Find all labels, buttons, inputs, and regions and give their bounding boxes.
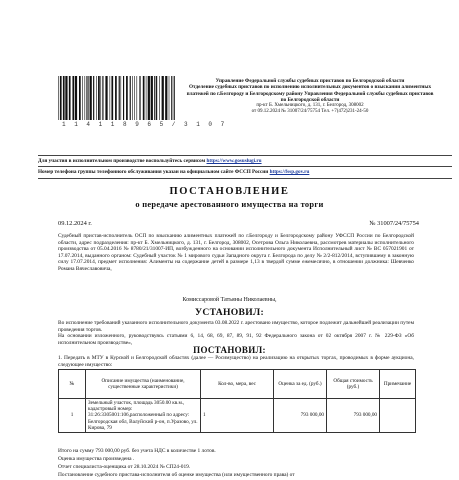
col-total: Общая стоимость (руб.) <box>327 370 380 399</box>
col-description: Описание имущества (наименование, существенные характеристики) <box>86 370 201 399</box>
notice-divider <box>38 166 452 167</box>
basis-text: На основании изложенного, руководствуясь статьями 6, 14, 68, 69, 87, 89, 91, 92 Федерального закона от 02 октября 2007 г. № 229-ФЗ «Об исполнительном производстве», <box>58 333 414 346</box>
row-note <box>380 399 416 433</box>
row-unit-price: 793 000,00 <box>274 399 327 433</box>
department-name: Отделение судебных приставов по исполнению исполнительных документов о взыскании алиментных платежей по г.Белгороду и Белгородскому району Управления Федеральной службы судебных приставов по Белгородской области <box>186 84 434 103</box>
gosuslugi-notice-text: Для участия в исполнительном производстве воспользуйтесь сервисом <box>38 158 207 164</box>
agency-reference: от 09.12.2024 № 31007/24/75754 Тел. +7(472)231-24-50 <box>251 109 369 115</box>
footer-report: Отчет специалиста-оценщика от 28.10.2024 № СП24-019. <box>58 464 191 470</box>
agency-header <box>186 78 434 116</box>
recipient-line: Комиссаровой Татьяны Николаевны, <box>182 297 277 303</box>
col-unit-price: Оценка за ед. (руб.) <box>274 370 327 399</box>
col-number: № <box>59 370 86 399</box>
footer-assessment: Оценка имущества произведена . <box>58 456 135 462</box>
col-quantity: Кол-во, мера, вес <box>201 370 274 399</box>
footer-last-line: Постановление судебного пристава-исполнителя об оценке имущества (или имущественного права) от <box>58 472 295 478</box>
row-quantity: 1 <box>201 399 274 433</box>
intro-paragraph: Судебный пристав-исполнитель ОСП по взысканию алиментных платежей по г.Белгороду и Белгородскому району УФССП России по Белгородской области, адрес подразделения: пр-кт Б. Хмельницкого, д. 131, г. Белгород, 308002, Осетрова Ольга Николаевна, рассмотрев материалы исполнительного производства от 05.04.2016 № 8780/21/31007-ИП, возбужденного на основании исполнительного документа Исполнительный лист № ВС 057021901 от 17.07.2014, выданного органом: Судебный участок № 1 мирового судьи Западного округа г. Белгорода по делу № 2/2-812/2014, вступившему в законную силу 17.07.2014, предмет исполнения: Алименты на содержание детей в размере 1,13 в твердой сумме ежемесячно, в отношении должника: Шевченко Романа Вячеславовича, <box>58 233 414 272</box>
barcode-number: 1 1 4 1 1 8 9 6 5 / 3 1 0 7 <box>62 121 227 128</box>
notice-divider-bottom <box>38 178 452 179</box>
barcode-image <box>58 76 178 120</box>
property-table <box>58 369 416 433</box>
document-subtitle: о передаче арестованного имущества на торги <box>135 200 324 209</box>
header-divider <box>38 155 452 156</box>
established-text: Во исполнение требований указанного исполнительного документа 03.08.2022 г. арестовано имущество, которое подлежит дальнейшей реализации путем проведения торгов. <box>58 320 414 333</box>
table-row <box>59 399 416 433</box>
document-title: ПОСТАНОВЛЕНИЕ <box>169 186 290 197</box>
document-number: № 31007/24/75754 <box>369 220 419 227</box>
footer-total: Итого на сумму 793 000,00 руб. без учета НДС в количестве 1 лотов. <box>58 448 216 454</box>
agency-address: пр-кт Б. Хмельницкого, д. 131, г. Белгород, 308002 <box>256 103 364 109</box>
decided-heading: ПОСТАНОВИЛ: <box>193 345 266 355</box>
agency-name: Управление Федеральной службы судебных приставов по Белгородской области <box>215 78 405 84</box>
document-date: 09.12.2024 г. <box>58 220 92 227</box>
fssp-notice-text: Номер телефона группы телефонного обслуживания указан на официальном сайте ФССП России <box>38 169 270 175</box>
row-description: Земельный участок, площадь 3050.00 кв.м., кадастровый номер: 31:26:3305001:106,расположенный по адресу: Белгородская обл, Валуйский р-он, п.Уразово, ул. Кирова, 79 <box>86 399 201 433</box>
fssp-link[interactable]: https://fssp.gov.ru <box>269 169 310 175</box>
established-heading: УСТАНОВИЛ: <box>195 307 264 318</box>
gosuslugi-notice <box>38 158 452 164</box>
row-total: 793 000,00 <box>327 399 380 433</box>
gosuslugi-link[interactable]: https://www.gosuslugi.ru <box>206 158 262 164</box>
table-header-row <box>59 370 416 399</box>
row-number: 1 <box>59 399 86 433</box>
decision-text: 1. Передать в МТУ в Курской и Белгородской областях (далее — Росимущество) на реализацию на открытых торгах, проводимых в форме аукциона, следующее имущество: <box>58 355 414 368</box>
fssp-notice <box>38 169 452 175</box>
col-note: Примечание <box>380 370 416 399</box>
